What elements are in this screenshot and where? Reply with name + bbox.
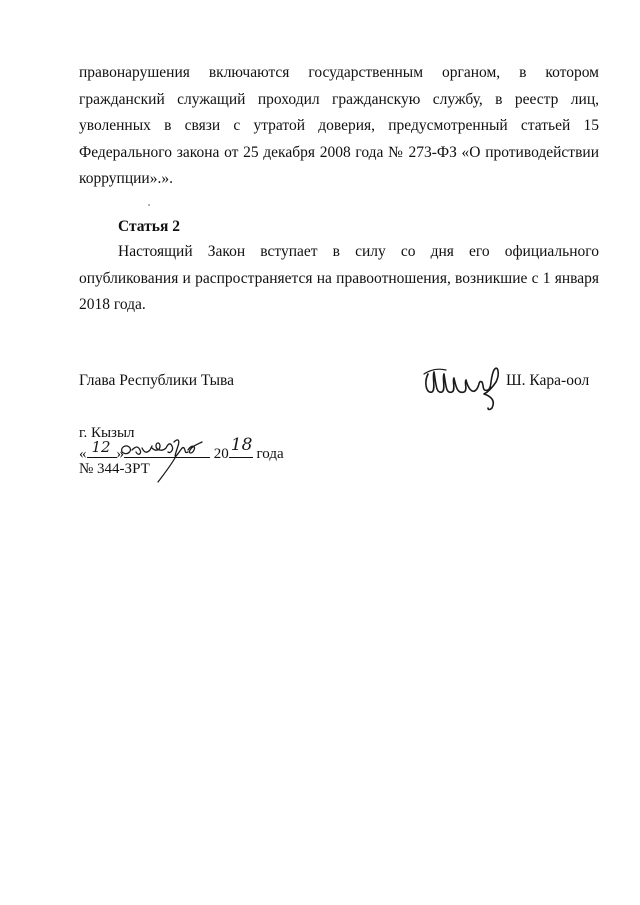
- date-suffix: года: [256, 446, 284, 462]
- date-open-quote: «: [79, 446, 87, 462]
- paragraph-continuation: [79, 60, 599, 193]
- paragraph-line: Настоящий Закон вступает в силу со дня его официального: [118, 243, 599, 260]
- place-of-signing: г. Кызыл: [79, 425, 135, 441]
- paragraph-line: опубликования и распространяется на правоотношения, возникшие с 1 января: [79, 269, 599, 287]
- paragraph-line: правонарушения включаются государственным органом, в котором: [79, 64, 599, 81]
- paragraph-line: гражданский служащий проходил гражданскую службу, в реестр лиц,: [79, 90, 599, 108]
- date-day-blank: [87, 438, 117, 458]
- paragraph-line: 2018 года.: [79, 296, 146, 313]
- paragraph-article-2: [79, 239, 599, 319]
- handwritten-signature: [418, 352, 504, 412]
- date-close-quote: »: [116, 446, 124, 462]
- paragraph-line: уволенных в связи с утратой доверия, предусмотренный статьей 15: [79, 117, 599, 134]
- handwritten-month: [118, 434, 210, 486]
- date-year-handwritten: 18: [230, 435, 253, 455]
- signatory-title: Глава Республики Тыва: [79, 372, 235, 389]
- paragraph-line: Федерального закона от 25 декабря 2008 года № 273-ФЗ «О противодействии: [79, 143, 599, 161]
- date-year-prefix: 20: [213, 446, 229, 462]
- signatory-name: Ш. Кара-оол: [506, 372, 590, 389]
- date-year-blank: [229, 435, 253, 458]
- article-heading: Статья 2: [118, 218, 180, 235]
- stray-dot: [148, 204, 150, 206]
- law-number: № 344-ЗРТ: [79, 461, 150, 477]
- paragraph-line: коррупции».».: [79, 170, 173, 187]
- date-day-handwritten: 12: [91, 438, 111, 456]
